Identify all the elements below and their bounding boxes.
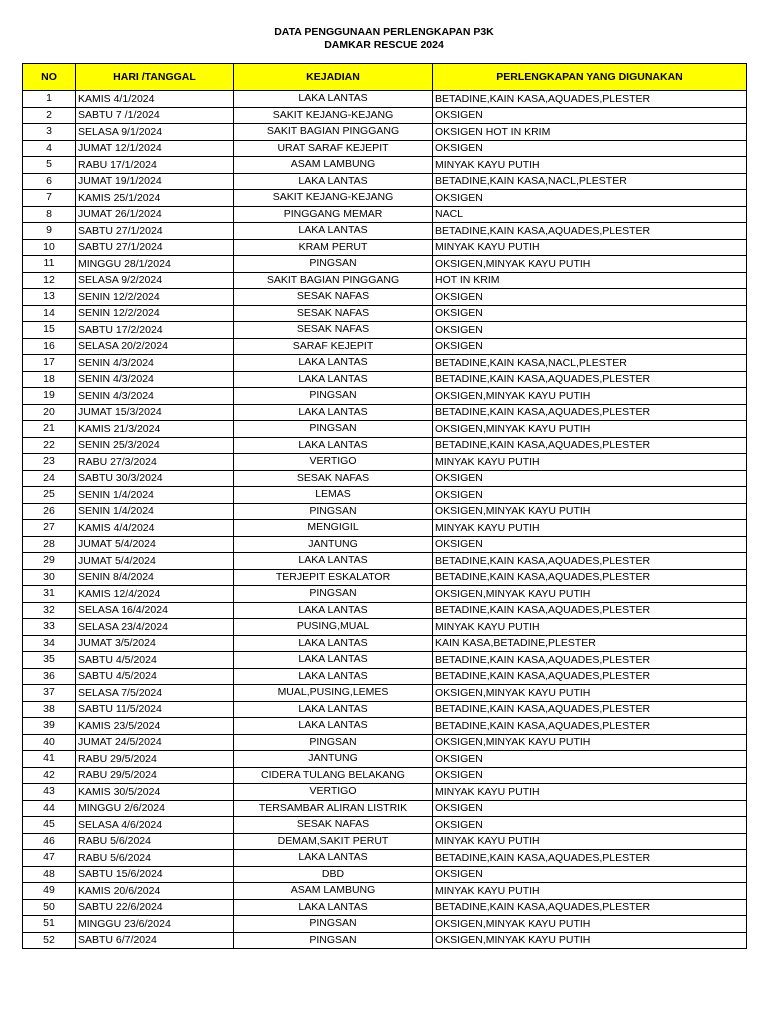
table-row xyxy=(23,883,747,900)
row-number: 16 xyxy=(23,338,76,355)
row-equipment: KAIN KASA,BETADINE,PLESTER xyxy=(433,635,747,652)
row-date: SENIN 1/4/2024 xyxy=(76,487,234,504)
row-number: 50 xyxy=(23,899,76,916)
row-date: RABU 27/3/2024 xyxy=(76,454,234,471)
row-equipment: BETADINE,KAIN KASA,NACL,PLESTER xyxy=(433,355,747,372)
row-number: 44 xyxy=(23,800,76,817)
row-equipment: OKSIGEN xyxy=(433,866,747,883)
row-number: 49 xyxy=(23,883,76,900)
row-equipment: BETADINE,KAIN KASA,AQUADES,PLESTER xyxy=(433,899,747,916)
row-incident: ASAM LAMBUNG xyxy=(234,883,433,900)
row-date: SABTU 27/1/2024 xyxy=(76,223,234,240)
row-date: SABTU 30/3/2024 xyxy=(76,470,234,487)
row-date: RABU 5/6/2024 xyxy=(76,833,234,850)
row-equipment: MINYAK KAYU PUTIH xyxy=(433,883,747,900)
row-number: 23 xyxy=(23,454,76,471)
row-date: SENIN 4/3/2024 xyxy=(76,371,234,388)
row-equipment: OKSIGEN xyxy=(433,338,747,355)
row-number: 18 xyxy=(23,371,76,388)
row-date: KAMIS 21/3/2024 xyxy=(76,421,234,438)
row-date: MINGGU 2/6/2024 xyxy=(76,800,234,817)
row-equipment: OKSIGEN xyxy=(433,305,747,322)
row-date: JUMAT 5/4/2024 xyxy=(76,553,234,570)
row-number: 21 xyxy=(23,421,76,438)
row-equipment: OKSIGEN xyxy=(433,487,747,504)
table-row xyxy=(23,536,747,553)
row-incident: PINGSAN xyxy=(234,256,433,273)
row-number: 20 xyxy=(23,404,76,421)
header-equipment: PERLENGKAPAN YANG DIGUNAKAN xyxy=(433,64,747,91)
row-date: SELASA 9/1/2024 xyxy=(76,124,234,141)
table-row xyxy=(23,932,747,949)
row-number: 12 xyxy=(23,272,76,289)
row-number: 29 xyxy=(23,553,76,570)
row-incident: PINGSAN xyxy=(234,503,433,520)
table-body xyxy=(23,91,747,949)
row-number: 46 xyxy=(23,833,76,850)
row-incident: LAKA LANTAS xyxy=(234,701,433,718)
row-date: RABU 17/1/2024 xyxy=(76,157,234,174)
row-equipment: OKSIGEN xyxy=(433,322,747,339)
row-incident: TERSAMBAR ALIRAN LISTRIK xyxy=(234,800,433,817)
row-equipment: OKSIGEN xyxy=(433,817,747,834)
row-incident: MENGIGIL xyxy=(234,520,433,537)
table-row xyxy=(23,157,747,174)
row-date: SABTU 4/5/2024 xyxy=(76,668,234,685)
row-number: 15 xyxy=(23,322,76,339)
table-row xyxy=(23,338,747,355)
row-incident: ASAM LAMBUNG xyxy=(234,157,433,174)
row-date: SABTU 11/5/2024 xyxy=(76,701,234,718)
row-equipment: BETADINE,KAIN KASA,NACL,PLESTER xyxy=(433,173,747,190)
row-incident: SESAK NAFAS xyxy=(234,322,433,339)
table-row xyxy=(23,173,747,190)
row-equipment: BETADINE,KAIN KASA,AQUADES,PLESTER xyxy=(433,553,747,570)
row-equipment: BETADINE,KAIN KASA,AQUADES,PLESTER xyxy=(433,718,747,735)
row-equipment: MINYAK KAYU PUTIH xyxy=(433,833,747,850)
row-equipment: OKSIGEN xyxy=(433,107,747,124)
row-date: KAMIS 12/4/2024 xyxy=(76,586,234,603)
row-number: 4 xyxy=(23,140,76,157)
row-incident: LEMAS xyxy=(234,487,433,504)
row-number: 48 xyxy=(23,866,76,883)
row-incident: LAKA LANTAS xyxy=(234,355,433,372)
row-equipment: MINYAK KAYU PUTIH xyxy=(433,784,747,801)
table-row xyxy=(23,734,747,751)
row-number: 1 xyxy=(23,91,76,108)
row-incident: URAT SARAF KEJEPIT xyxy=(234,140,433,157)
row-equipment: OKSIGEN xyxy=(433,767,747,784)
row-date: SABTU 4/5/2024 xyxy=(76,652,234,669)
row-date: MINGGU 28/1/2024 xyxy=(76,256,234,273)
p3k-usage-table xyxy=(22,63,747,949)
row-equipment: BETADINE,KAIN KASA,AQUADES,PLESTER xyxy=(433,569,747,586)
row-number: 43 xyxy=(23,784,76,801)
row-number: 11 xyxy=(23,256,76,273)
row-date: SELASA 7/5/2024 xyxy=(76,685,234,702)
row-incident: DEMAM,SAKIT PERUT xyxy=(234,833,433,850)
document-title: DATA PENGGUNAAN PERLENGKAPAN P3K xyxy=(274,26,494,38)
table-row xyxy=(23,404,747,421)
row-date: SENIN 12/2/2024 xyxy=(76,289,234,306)
row-equipment: OKSIGEN xyxy=(433,536,747,553)
row-number: 13 xyxy=(23,289,76,306)
header-no: NO xyxy=(23,64,76,91)
row-number: 3 xyxy=(23,124,76,141)
table-row xyxy=(23,503,747,520)
table-row xyxy=(23,140,747,157)
table-row xyxy=(23,701,747,718)
table-row xyxy=(23,355,747,372)
row-incident: LAKA LANTAS xyxy=(234,437,433,454)
row-incident: LAKA LANTAS xyxy=(234,899,433,916)
row-number: 47 xyxy=(23,850,76,867)
row-equipment: BETADINE,KAIN KASA,AQUADES,PLESTER xyxy=(433,652,747,669)
document-subtitle: DAMKAR RESCUE 2024 xyxy=(324,39,444,51)
row-equipment: OKSIGEN xyxy=(433,470,747,487)
table-row xyxy=(23,421,747,438)
row-incident: SAKIT BAGIAN PINGGANG xyxy=(234,124,433,141)
row-equipment: OKSIGEN xyxy=(433,190,747,207)
row-incident: DBD xyxy=(234,866,433,883)
row-incident: PINGSAN xyxy=(234,421,433,438)
row-incident: SAKIT BAGIAN PINGGANG xyxy=(234,272,433,289)
row-equipment: OKSIGEN,MINYAK KAYU PUTIH xyxy=(433,256,747,273)
table-row xyxy=(23,586,747,603)
row-incident: KRAM PERUT xyxy=(234,239,433,256)
table-row xyxy=(23,784,747,801)
row-number: 2 xyxy=(23,107,76,124)
row-incident: LAKA LANTAS xyxy=(234,371,433,388)
row-incident: LAKA LANTAS xyxy=(234,553,433,570)
row-number: 51 xyxy=(23,916,76,933)
row-date: SELASA 9/2/2024 xyxy=(76,272,234,289)
row-incident: JANTUNG xyxy=(234,536,433,553)
row-equipment: MINYAK KAYU PUTIH xyxy=(433,239,747,256)
row-incident: VERTIGO xyxy=(234,454,433,471)
row-equipment: BETADINE,KAIN KASA,AQUADES,PLESTER xyxy=(433,91,747,108)
row-equipment: MINYAK KAYU PUTIH xyxy=(433,619,747,636)
row-equipment: HOT IN KRIM xyxy=(433,272,747,289)
row-number: 30 xyxy=(23,569,76,586)
row-equipment: OKSIGEN,MINYAK KAYU PUTIH xyxy=(433,586,747,603)
row-incident: PINGSAN xyxy=(234,916,433,933)
row-number: 22 xyxy=(23,437,76,454)
table-row xyxy=(23,371,747,388)
row-incident: LAKA LANTAS xyxy=(234,91,433,108)
table-row xyxy=(23,322,747,339)
row-number: 28 xyxy=(23,536,76,553)
table-row xyxy=(23,751,747,768)
table-row xyxy=(23,635,747,652)
row-equipment: BETADINE,KAIN KASA,AQUADES,PLESTER xyxy=(433,371,747,388)
row-incident: PUSING,MUAL xyxy=(234,619,433,636)
row-date: RABU 5/6/2024 xyxy=(76,850,234,867)
row-date: RABU 29/5/2024 xyxy=(76,751,234,768)
row-equipment: OKSIGEN xyxy=(433,751,747,768)
table-row xyxy=(23,817,747,834)
row-incident: PINGGANG MEMAR xyxy=(234,206,433,223)
table-header-row xyxy=(23,64,747,91)
row-number: 17 xyxy=(23,355,76,372)
row-equipment: OKSIGEN,MINYAK KAYU PUTIH xyxy=(433,932,747,949)
table-row xyxy=(23,668,747,685)
row-number: 41 xyxy=(23,751,76,768)
row-incident: LAKA LANTAS xyxy=(234,223,433,240)
row-number: 34 xyxy=(23,635,76,652)
row-number: 52 xyxy=(23,932,76,949)
row-date: KAMIS 23/5/2024 xyxy=(76,718,234,735)
row-date: SABTU 7 /1/2024 xyxy=(76,107,234,124)
row-equipment: BETADINE,KAIN KASA,AQUADES,PLESTER xyxy=(433,701,747,718)
table-row xyxy=(23,470,747,487)
row-date: KAMIS 30/5/2024 xyxy=(76,784,234,801)
row-number: 31 xyxy=(23,586,76,603)
table-row xyxy=(23,833,747,850)
row-date: JUMAT 19/1/2024 xyxy=(76,173,234,190)
table-row xyxy=(23,239,747,256)
row-equipment: BETADINE,KAIN KASA,AQUADES,PLESTER xyxy=(433,602,747,619)
row-date: RABU 29/5/2024 xyxy=(76,767,234,784)
header-incident: KEJADIAN xyxy=(234,64,433,91)
row-date: JUMAT 3/5/2024 xyxy=(76,635,234,652)
row-date: SELASA 4/6/2024 xyxy=(76,817,234,834)
row-incident: PINGSAN xyxy=(234,932,433,949)
table-row xyxy=(23,190,747,207)
row-incident: SARAF KEJEPIT xyxy=(234,338,433,355)
row-date: JUMAT 26/1/2024 xyxy=(76,206,234,223)
row-number: 37 xyxy=(23,685,76,702)
table-row xyxy=(23,767,747,784)
table-row xyxy=(23,454,747,471)
row-date: SABTU 6/7/2024 xyxy=(76,932,234,949)
row-date: KAMIS 4/4/2024 xyxy=(76,520,234,537)
table-row xyxy=(23,520,747,537)
table-row xyxy=(23,223,747,240)
row-incident: VERTIGO xyxy=(234,784,433,801)
row-equipment: NACL xyxy=(433,206,747,223)
row-date: KAMIS 4/1/2024 xyxy=(76,91,234,108)
row-date: SENIN 4/3/2024 xyxy=(76,355,234,372)
header-date: HARI /TANGGAL xyxy=(76,64,234,91)
row-number: 7 xyxy=(23,190,76,207)
row-number: 39 xyxy=(23,718,76,735)
table-row xyxy=(23,305,747,322)
row-incident: MUAL,PUSING,LEMES xyxy=(234,685,433,702)
row-incident: SAKIT KEJANG-KEJANG xyxy=(234,190,433,207)
row-incident: SAKIT KEJANG-KEJANG xyxy=(234,107,433,124)
table-row xyxy=(23,124,747,141)
row-equipment: MINYAK KAYU PUTIH xyxy=(433,157,747,174)
row-equipment: OKSIGEN,MINYAK KAYU PUTIH xyxy=(433,421,747,438)
table-row xyxy=(23,206,747,223)
row-incident: SESAK NAFAS xyxy=(234,305,433,322)
row-equipment: OKSIGEN,MINYAK KAYU PUTIH xyxy=(433,388,747,405)
row-date: SABTU 15/6/2024 xyxy=(76,866,234,883)
row-equipment: OKSIGEN xyxy=(433,289,747,306)
row-equipment: OKSIGEN HOT IN KRIM xyxy=(433,124,747,141)
row-number: 25 xyxy=(23,487,76,504)
row-equipment: MINYAK KAYU PUTIH xyxy=(433,454,747,471)
row-number: 8 xyxy=(23,206,76,223)
row-equipment: OKSIGEN,MINYAK KAYU PUTIH xyxy=(433,734,747,751)
row-equipment: OKSIGEN xyxy=(433,140,747,157)
row-number: 14 xyxy=(23,305,76,322)
row-incident: LAKA LANTAS xyxy=(234,404,433,421)
row-equipment: BETADINE,KAIN KASA,AQUADES,PLESTER xyxy=(433,850,747,867)
row-equipment: OKSIGEN,MINYAK KAYU PUTIH xyxy=(433,916,747,933)
row-date: SELASA 16/4/2024 xyxy=(76,602,234,619)
row-number: 42 xyxy=(23,767,76,784)
table-row xyxy=(23,569,747,586)
row-incident: PINGSAN xyxy=(234,586,433,603)
row-incident: LAKA LANTAS xyxy=(234,635,433,652)
row-date: SENIN 1/4/2024 xyxy=(76,503,234,520)
table-row xyxy=(23,388,747,405)
row-date: SENIN 25/3/2024 xyxy=(76,437,234,454)
row-number: 45 xyxy=(23,817,76,834)
row-number: 33 xyxy=(23,619,76,636)
table-row xyxy=(23,107,747,124)
row-number: 32 xyxy=(23,602,76,619)
row-number: 27 xyxy=(23,520,76,537)
row-date: MINGGU 23/6/2024 xyxy=(76,916,234,933)
row-date: SENIN 12/2/2024 xyxy=(76,305,234,322)
row-incident: SESAK NAFAS xyxy=(234,817,433,834)
row-date: JUMAT 5/4/2024 xyxy=(76,536,234,553)
table-row xyxy=(23,437,747,454)
row-incident: LAKA LANTAS xyxy=(234,668,433,685)
row-date: JUMAT 24/5/2024 xyxy=(76,734,234,751)
table-row xyxy=(23,256,747,273)
table-row xyxy=(23,718,747,735)
row-equipment: BETADINE,KAIN KASA,AQUADES,PLESTER xyxy=(433,437,747,454)
row-number: 36 xyxy=(23,668,76,685)
row-equipment: BETADINE,KAIN KASA,AQUADES,PLESTER xyxy=(433,404,747,421)
table-row xyxy=(23,272,747,289)
table-row xyxy=(23,553,747,570)
table-row xyxy=(23,602,747,619)
table-row xyxy=(23,619,747,636)
row-number: 40 xyxy=(23,734,76,751)
document-title-block xyxy=(0,26,768,52)
row-incident: CIDERA TULANG BELAKANG xyxy=(234,767,433,784)
table-row xyxy=(23,866,747,883)
row-incident: SESAK NAFAS xyxy=(234,289,433,306)
row-number: 6 xyxy=(23,173,76,190)
table-row xyxy=(23,850,747,867)
row-date: SENIN 4/3/2024 xyxy=(76,388,234,405)
row-equipment: OKSIGEN xyxy=(433,800,747,817)
row-number: 19 xyxy=(23,388,76,405)
row-incident: PINGSAN xyxy=(234,734,433,751)
row-incident: LAKA LANTAS xyxy=(234,602,433,619)
row-number: 38 xyxy=(23,701,76,718)
table-row xyxy=(23,652,747,669)
row-date: KAMIS 20/6/2024 xyxy=(76,883,234,900)
row-number: 5 xyxy=(23,157,76,174)
table-row xyxy=(23,899,747,916)
row-date: SELASA 20/2/2024 xyxy=(76,338,234,355)
row-incident: LAKA LANTAS xyxy=(234,718,433,735)
table-row xyxy=(23,91,747,108)
row-date: SENIN 8/4/2024 xyxy=(76,569,234,586)
row-number: 26 xyxy=(23,503,76,520)
row-equipment: MINYAK KAYU PUTIH xyxy=(433,520,747,537)
row-date: SABTU 17/2/2024 xyxy=(76,322,234,339)
row-date: SABTU 27/1/2024 xyxy=(76,239,234,256)
row-incident: LAKA LANTAS xyxy=(234,173,433,190)
row-date: SELASA 23/4/2024 xyxy=(76,619,234,636)
row-incident: TERJEPIT ESKALATOR xyxy=(234,569,433,586)
row-incident: JANTUNG xyxy=(234,751,433,768)
table-row xyxy=(23,800,747,817)
row-date: SABTU 22/6/2024 xyxy=(76,899,234,916)
row-date: JUMAT 12/1/2024 xyxy=(76,140,234,157)
row-date: JUMAT 15/3/2024 xyxy=(76,404,234,421)
table-row xyxy=(23,289,747,306)
table-row xyxy=(23,685,747,702)
row-equipment: BETADINE,KAIN KASA,AQUADES,PLESTER xyxy=(433,223,747,240)
row-incident: PINGSAN xyxy=(234,388,433,405)
row-number: 24 xyxy=(23,470,76,487)
row-equipment: OKSIGEN,MINYAK KAYU PUTIH xyxy=(433,503,747,520)
row-equipment: OKSIGEN,MINYAK KAYU PUTIH xyxy=(433,685,747,702)
table-row xyxy=(23,916,747,933)
row-incident: SESAK NAFAS xyxy=(234,470,433,487)
row-equipment: BETADINE,KAIN KASA,AQUADES,PLESTER xyxy=(433,668,747,685)
row-incident: LAKA LANTAS xyxy=(234,652,433,669)
table-row xyxy=(23,487,747,504)
row-number: 35 xyxy=(23,652,76,669)
row-number: 10 xyxy=(23,239,76,256)
row-date: KAMIS 25/1/2024 xyxy=(76,190,234,207)
row-incident: LAKA LANTAS xyxy=(234,850,433,867)
row-number: 9 xyxy=(23,223,76,240)
